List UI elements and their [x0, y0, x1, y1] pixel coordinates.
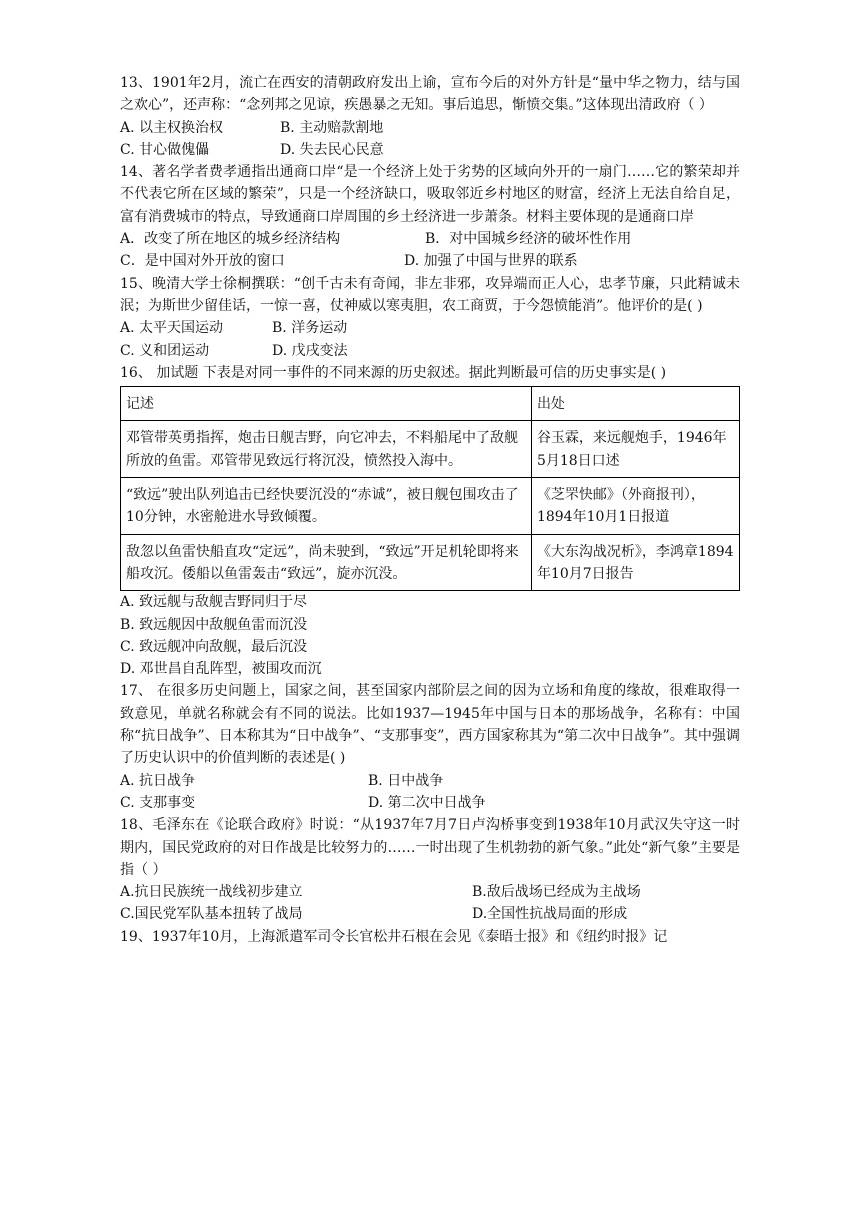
table-cell-account: “致远”驶出队列追击已经快要沉没的“赤诚”，被日舰包围攻击了10分钟，水密舱进水导致倾覆。 [121, 478, 532, 535]
option-a: A. 以主权换治权 [120, 119, 224, 136]
option-c: C. 致远舰冲向敌舰，最后沉没 [120, 638, 308, 655]
question-19-stem: 19、1937年10月，上海派遣军司令长官松井石根在会见《泰晤士报》和《纽约时报》记 [120, 928, 668, 945]
question-15-stem: 15、晚清大学士徐桐撰联：“创千古未有奇闻，非左非邪，攻异端而正人心，忠孝节廉，只此精诚未泯；为斯世少留佳话，一惊一喜，仗神威以寒夷胆，农工商贾，于今怨愤能消”。他评价的是( ) [120, 275, 740, 314]
table-cell-account: 邓管带英勇指挥，炮击日舰吉野，向它冲去，不料船尾中了敌舰所放的鱼雷。邓管带见致远行将沉没，愤然投入海中。 [121, 421, 532, 478]
table-row [121, 478, 740, 535]
option-c: C. 甘心做傀儡 [120, 141, 210, 158]
table-cell-source: 《大东沟战况析》，李鸿章1894年10月7日报告 [531, 534, 739, 591]
question-16-stem: 16、 加试题 下表是对同一事件的不同来源的历史叙述。据此判断最可信的历史事实是( ) [120, 364, 667, 381]
question-17-options-row-1 [120, 770, 740, 792]
option-b: B. 日中战争 [368, 772, 444, 789]
table-row [121, 421, 740, 478]
option-c: C．是中国对外开放的窗口 [120, 253, 285, 270]
option-a: A. 抗日战争 [120, 772, 196, 789]
option-a: A. 太平天国运动 [120, 320, 224, 337]
table-cell-source: 《芝罘快邮》（外商报刊），1894年10月1日报道 [531, 478, 739, 535]
question-13-options-row-2 [120, 139, 740, 161]
option-d: D. 第二次中日战争 [368, 794, 486, 811]
question-17-options-row-2 [120, 792, 740, 814]
table-header-source: 出处 [531, 387, 739, 421]
option-b: B. 主动赔款割地 [280, 119, 384, 136]
option-d: D. 邓世昌自乱阵型，被围攻而沉 [120, 661, 322, 678]
exam-page [120, 72, 740, 948]
option-b: B. 致远舰因中敌舰鱼雷而沉没 [120, 616, 308, 633]
sources-table [120, 386, 740, 591]
table-cell-source: 谷玉霖，来远舰炮手，1946年5月18日口述 [531, 421, 739, 478]
table-header-account: 记述 [121, 387, 532, 421]
option-b: B．对中国城乡经济的破坏性作用 [425, 231, 632, 248]
option-d: D. 戊戌变法 [272, 342, 348, 359]
option-c: C.国民党军队基本扭转了战局 [120, 906, 303, 923]
option-b: B. 洋务运动 [272, 320, 348, 337]
question-17-stem: 17、 在很多历史问题上，国家之间，甚至国家内部阶层之间的因为立场和角度的缘故，很难取得一致意见，单就名称就会有不同的说法。比如1937—1945年中国与日本的那场战争，名称有：中国称“抗日战争”、日本称其为“日中战争”、“支那事变”，西方国家称其为“第二次中日战争”。其中强调了历史认识中的价值判断的表述是( ) [120, 683, 740, 767]
question-14-options-row-2 [120, 250, 740, 272]
question-18-options-row-1 [120, 881, 740, 903]
option-b: B.敌后战场已经成为主战场 [472, 884, 641, 901]
question-18-stem: 18、毛泽东在《论联合政府》时说：“从1937年7月7日卢沟桥事变到1938年10月武汉失守这一时期内，国民党政府的对日作战是比较努力的……一时出现了生机勃勃的新气象。”此处“新气象”主要是指（ ） [120, 817, 740, 878]
table-row [121, 534, 740, 591]
question-15-options-row-2 [120, 340, 740, 362]
question-15-options-row-1 [120, 317, 740, 339]
question-13-stem: 13、1901年2月，流亡在西安的清朝政府发出上谕，宣布今后的对外方针是“量中华之物力，结与国之欢心”，还声称：“念列邦之见谅，疾愚暴之无知。事后追思，惭愤交集。”这体现出清政府（ ） [120, 75, 740, 114]
table-cell-account: 敌忽以鱼雷快船直攻“定远”，尚未驶到，“致远”开足机轮即将来船攻沉。倭船以鱼雷轰击“致远”，旋亦沉没。 [121, 534, 532, 591]
option-a: A.抗日民族统一战线初步建立 [120, 884, 303, 901]
question-18-options-row-2 [120, 903, 740, 925]
option-c: C. 义和团运动 [120, 342, 210, 359]
table-header-row [121, 387, 740, 421]
option-a: A．改变了所在地区的城乡经济结构 [120, 231, 341, 248]
option-d: D. 失去民心民意 [280, 141, 384, 158]
option-d: D. 加强了中国与世界的联系 [404, 253, 578, 270]
option-d: D.全国性抗战局面的形成 [472, 906, 628, 923]
question-14-stem: 14、著名学者费孝通指出通商口岸“是一个经济上处于劣势的区域向外开的一扇门……它的繁荣却并不代表它所在区域的繁荣”，只是一个经济缺口，吸取邻近乡村地区的财富，经济上无法自给自足，富有消费城市的特点，导致通商口岸周围的乡土经济进一步萧条。材料主要体现的是通商口岸 [120, 164, 740, 225]
option-c: C. 支那事变 [120, 794, 196, 811]
option-a: A. 致远舰与敌舰吉野同归于尽 [120, 594, 308, 611]
question-14-options-row-1 [120, 228, 740, 250]
question-13-options-row-1 [120, 117, 740, 139]
